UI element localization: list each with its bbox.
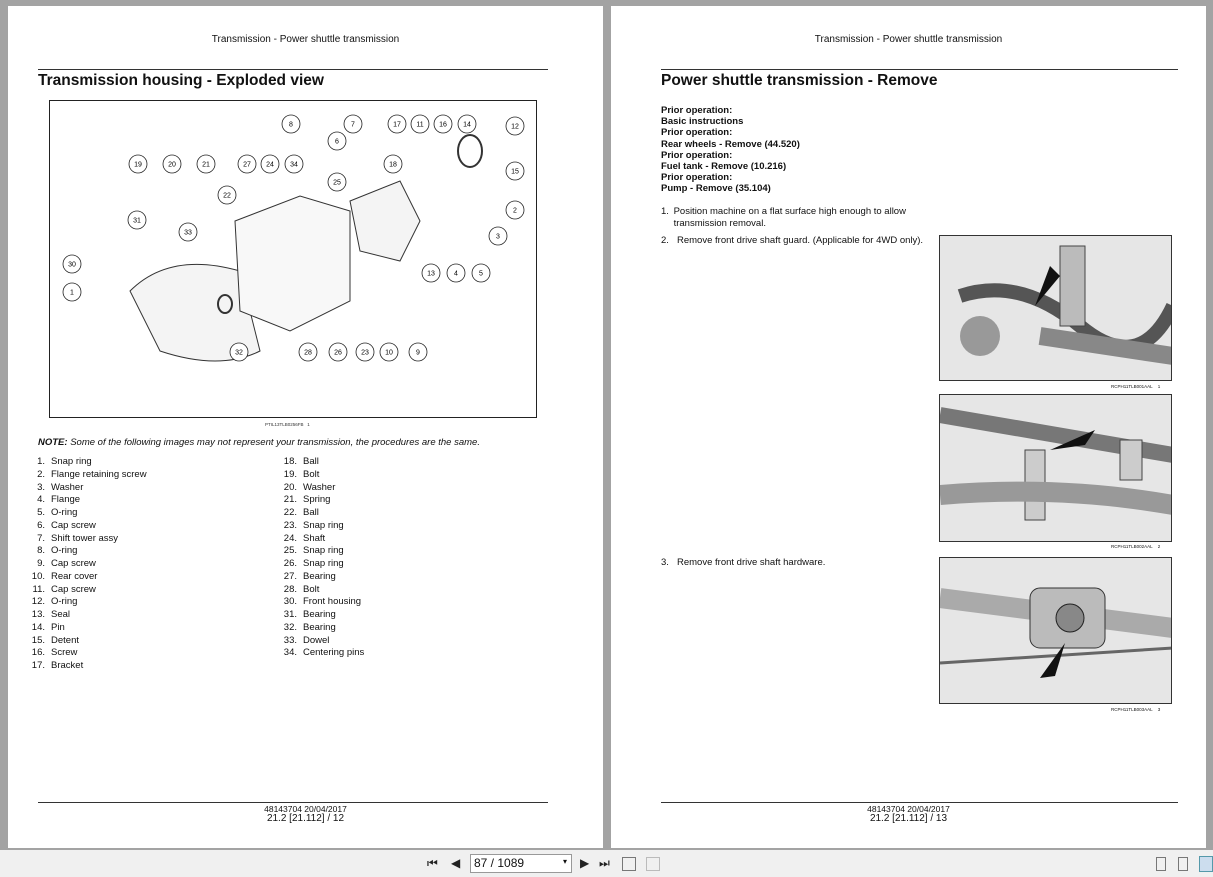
parts-list-item [24,545,147,558]
part-name: Washer [51,481,84,493]
step-2: 2. Remove front drive shaft guard. (Applicable for 4WD only). [661,235,924,246]
callout-label: 28 [304,349,312,357]
part-name: Front housing [303,596,362,608]
photo-2 [939,394,1172,542]
part-number: 10. [31,570,45,582]
page-footer: 48143704 20/04/2017 21.2 [21.112] / 12 [264,804,347,824]
part-name: Shift tower assy [51,532,119,544]
part-name: Snap ring [303,558,344,569]
part-name: Dowel [303,634,330,646]
parts-list-item [24,456,147,469]
part-number: 32. [283,621,297,633]
prior-operation-line: Rear wheels - Remove (44.520) [661,138,800,150]
prior-operation-line: Prior operation: [661,172,733,184]
callout-label: 12 [511,123,519,131]
part-number: 5. [37,507,45,518]
callout-label: 4 [454,270,458,278]
step-3: 3. Remove front drive shaft hardware. [661,557,826,568]
prior-operation-line: Basic instructions [661,116,744,128]
part-name: Detent [51,634,79,646]
callout-label: 24 [266,161,274,169]
callout-label: 1 [70,289,74,297]
next-page-button[interactable]: ▶ [580,856,590,870]
part-number: 4. [37,494,45,506]
page-number-input[interactable]: 87 / 1089 ▾ [470,854,572,873]
prior-operation-line: Prior operation: [661,105,733,116]
continuous-view-icon[interactable] [1178,857,1188,871]
part-number: 33. [283,634,297,646]
callout-label: 22 [223,192,231,200]
part-number: 21. [283,494,297,506]
callout-label: 11 [416,121,424,129]
callout-label: 33 [184,229,192,237]
photo-3 [939,557,1172,704]
first-page-button[interactable]: ⏮ [427,856,438,870]
part-number: 19. [283,468,297,480]
callout-label: 3 [496,233,500,241]
prior-operation-line: Prior operation: [661,149,733,161]
parts-list-col2 [276,456,364,660]
parts-list-item [276,533,364,546]
parts-list-item [276,584,364,597]
note: NOTE: Some of the following images may not represent your transmission, the procedures are the same. [38,437,480,448]
step-1: 1. Position machine on a flat surface high enough to allow transmission removal. [661,206,906,229]
parts-list-item [24,660,147,673]
parts-list-item [24,520,147,533]
page-dropdown-icon[interactable]: ▾ [562,857,567,866]
part-name: Cap screw [51,583,96,595]
part-number: 13. [31,609,45,620]
callout-label: 25 [333,179,341,187]
part-number: 23. [283,519,297,531]
photo-caption: RCPH11TLB003AAL 3 [1111,707,1161,712]
callout-label: 15 [511,168,519,176]
callout-label: 16 [439,121,447,129]
callout-label: 14 [463,121,471,129]
part-name: Cap screw [51,558,96,569]
left-page [8,6,603,848]
parts-list-item [276,482,364,495]
part-name: Flange retaining screw [51,468,147,480]
photo-caption: RCPH11TLB001AAL 1 [1111,384,1161,389]
footer-divider [38,802,548,803]
last-page-button[interactable]: ⏭ [599,856,610,870]
part-name: Rear cover [51,570,98,582]
part-name: Seal [51,609,71,620]
parts-list-item [276,647,364,660]
parts-list-item [276,558,364,571]
part-name: Bearing [303,621,336,633]
callout-label: 32 [235,349,243,357]
parts-list-item [276,635,364,648]
part-name: Bolt [303,468,320,480]
page-footer: 48143704 20/04/2017 21.2 [21.112] / 13 [867,804,950,824]
parts-list-item [24,647,147,660]
single-page-view-icon[interactable] [1156,857,1166,871]
callout-label: 26 [334,349,342,357]
previous-page-button[interactable]: ◀ [451,856,461,870]
part-name: Ball [303,507,319,518]
part-name: Bearing [303,609,336,620]
part-number: 3. [37,481,45,493]
prior-operation-line: Fuel tank - Remove (10.216) [661,161,787,173]
callout-label: 20 [168,161,176,169]
parts-list-item [24,533,147,546]
part-number: 15. [31,634,45,646]
parts-list-item [24,596,147,609]
right-page [611,6,1206,848]
part-number: 8. [37,545,45,557]
parts-list-item [24,558,147,571]
prior-operations [661,105,800,195]
parts-list-item [24,482,147,495]
part-number: 14. [31,621,45,633]
part-name: Snap ring [303,545,344,557]
parts-list-item [276,456,364,469]
part-number: 18. [283,456,297,467]
part-name: Snap ring [51,456,92,467]
callout-label: 10 [385,349,393,357]
callout-label: 17 [393,121,401,129]
exploded-view-diagram [49,100,537,418]
prior-operation-line: Pump - Remove (35.104) [661,183,771,195]
fit-page-icon[interactable] [622,857,636,871]
callout-label: 23 [361,349,369,357]
part-number: 22. [283,507,297,518]
callout-label: 2 [513,207,517,215]
part-number: 26. [283,558,297,569]
parts-list-item [24,635,147,648]
prior-operation-line: Prior operation: [661,127,733,139]
viewer-toolbar [0,850,1213,877]
callout-label: 34 [290,161,298,169]
part-number: 28. [283,583,297,595]
page-header: Transmission - Power shuttle transmission [211,34,400,45]
parts-list-item [276,609,364,622]
part-name: Centering pins [303,647,365,659]
page-title: Transmission housing - Exploded view [38,72,324,89]
callout-label: 7 [351,121,355,129]
part-name: Flange [51,494,81,506]
part-name: Snap ring [303,519,344,531]
page-title: Power shuttle transmission - Remove [661,72,938,89]
callout-label: 6 [335,138,339,146]
figure-caption: PTIL13TLB0256FB 1 [265,422,310,427]
part-name: Ball [303,456,319,467]
parts-list-item [276,571,364,584]
callout-label: 9 [416,349,420,357]
parts-list-item [24,507,147,520]
two-page-view-icon[interactable] [1199,856,1213,872]
callout-label: 8 [289,121,293,129]
parts-list-item [24,571,147,584]
part-number: 11. [32,583,45,595]
divider [38,69,548,70]
part-name: Washer [303,481,336,493]
part-name: Screw [51,647,78,659]
part-name: Spring [303,494,331,506]
part-number: 12. [31,596,45,608]
parts-list-item [24,469,147,482]
callout-label: 18 [389,161,397,169]
parts-list-item [276,545,364,558]
parts-list-item [24,584,147,597]
part-name: Cap screw [51,519,96,531]
photo-1 [939,235,1172,381]
part-number: 25. [283,545,297,557]
part-number: 30. [283,596,297,608]
part-number: 1. [37,456,45,467]
callout-label: 30 [68,261,76,269]
parts-list-item [276,494,364,507]
part-name: Bracket [51,660,84,671]
callout-label: 19 [134,161,142,169]
part-number: 7. [37,532,45,544]
part-number: 9. [37,558,45,569]
part-name: Bearing [303,570,336,582]
parts-list-item [24,609,147,622]
parts-list-item [24,622,147,635]
page-header: Transmission - Power shuttle transmission [814,34,1003,45]
parts-list-item [276,596,364,609]
part-number: 24. [283,532,297,544]
callout-label: 27 [243,161,251,169]
fit-width-icon[interactable] [646,857,660,871]
photo-caption: RCPH11TLB002AAL 2 [1111,544,1161,549]
part-name: Bolt [303,583,320,595]
parts-list-item [276,622,364,635]
part-name: O-ring [51,545,78,557]
part-number: 17. [31,660,45,671]
part-number: 2. [37,468,45,480]
part-name: Shaft [303,532,326,544]
part-number: 34. [283,647,297,659]
parts-list-item [276,507,364,520]
part-name: Pin [51,621,65,633]
part-name: O-ring [51,507,78,518]
part-name: O-ring [51,596,78,608]
parts-list-item [276,469,364,482]
part-number: 31. [283,609,297,620]
part-number: 16. [31,647,45,659]
callout-label: 31 [133,217,141,225]
part-number: 6. [37,519,45,531]
parts-list-item [276,520,364,533]
parts-list-item [24,494,147,507]
callout-label: 13 [427,270,435,278]
callout-label: 5 [479,270,483,278]
part-number: 27. [283,570,297,582]
callout-label: 21 [202,161,210,169]
parts-list-col1 [24,456,147,673]
divider [661,69,1178,70]
footer-divider [661,802,1178,803]
part-number: 20. [283,481,297,493]
